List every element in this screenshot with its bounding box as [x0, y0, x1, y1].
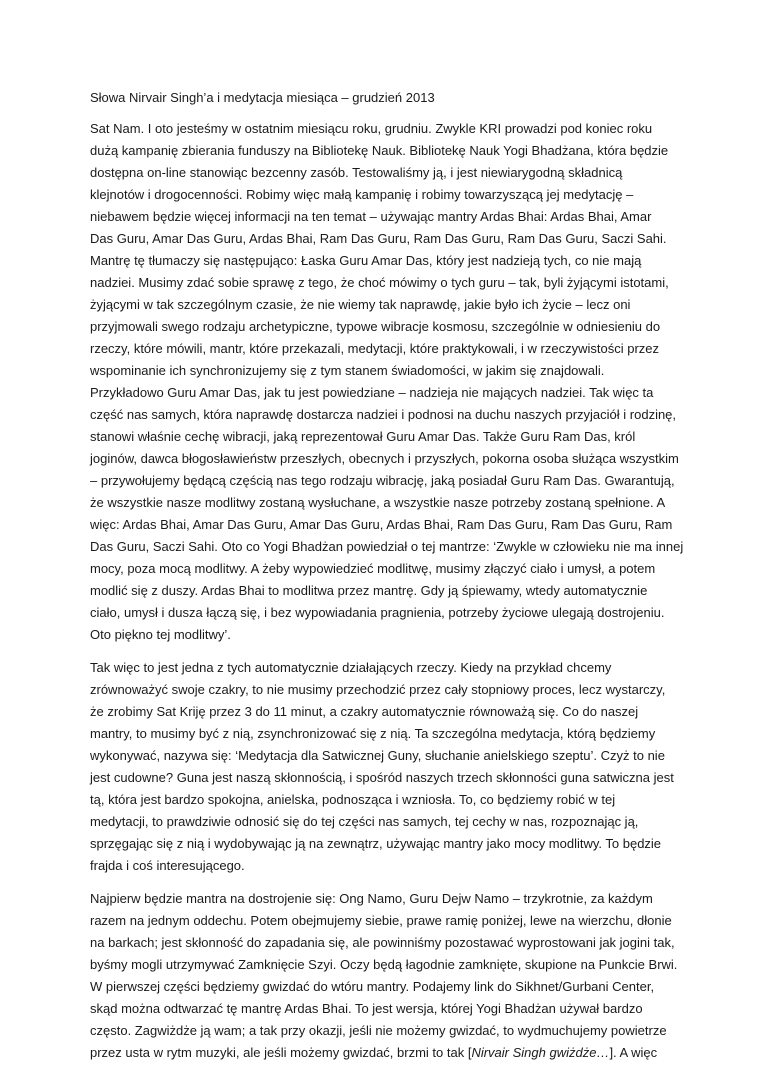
text-line: wspominanie ich synchronizujemy się z tym stanem świadomości, w jakim się znajdowali.	[90, 363, 605, 378]
paragraph-3	[90, 888, 682, 1064]
text-line: tą, która jest bardzo spokojna, anielska, podnosząca i wzniosła. To, co będziemy robić w tej	[90, 792, 616, 807]
text-line: żyjącymi w tak szczególnym czasie, że nie wiemy tak naprawdę, jakie było ich życie – lecz oni	[90, 297, 631, 312]
text-line: mocy, poza mocą modlitwy. A żeby wypowiedzieć modlitwę, musimy złączyć ciało i umysł, a potem	[90, 561, 656, 576]
text-line: nadziei. Musimy zdać sobie sprawę z tego, że choć mówimy o tych guru – tak, byli żyjącymi istotami,	[90, 275, 669, 290]
italic-fragment: Nirvair Singh gwiżdże…	[471, 1045, 610, 1060]
text-line: frajda i coś interesującego.	[90, 858, 245, 873]
text-line: że zrobimy Sat Kriję przez 3 do 11 minut, a czakry automatycznie równoważą się. Co do naszej	[90, 704, 639, 719]
text-line: ciało, umysł i dusza łączą się, i bez wypowiadania pragnienia, potrzeby życiowe ulegają dostrojeniu.	[90, 605, 665, 620]
text-line: joginów, dawca błogosławieństw przeszłych, obecnych i przyszłych, pokorna osoba służąca wszystkim	[90, 451, 679, 466]
text-line: – przywołujemy będącą częścią nas tego rodzaju wibrację, jaką posiadał Guru Ram Das. Gwarantują,	[90, 473, 675, 488]
text-line: Das Guru, Saczi Sahi. Oto co Yogi Bhadżan powiedział o tej mantrze: ‘Zwykle w człowieku nie ma innej	[90, 539, 684, 554]
text-fragment: przez usta w rytm muzyki, ale jeśli możemy gwizdać, brzmi to tak [	[90, 1045, 472, 1060]
text-line	[90, 1042, 682, 1064]
text-fragment: ]. A więc	[609, 1045, 658, 1060]
text-line: że wszystkie nasze modlitwy zostaną wysłuchane, a wszystkie nasze potrzeby zostaną spełnione. A	[90, 495, 666, 510]
text-line: na barkach; jest skłonność do zapadania się, ale powinniśmy pozostawać wyprostowani jak jogini tak,	[90, 935, 675, 950]
text-line: wykonywać, nazywa się: ‘Medytacja dla Satwicznej Guny, słuchanie anielskiego szeptu’. Czyż to nie	[90, 748, 665, 763]
text-line: stanowi właśnie cechę wibracji, jaką reprezentował Guru Amar Das. Także Guru Ram Das, król	[90, 429, 636, 444]
text-line: niebawem będzie więcej informacji na ten temat – używając mantry Ardas Bhai: Ardas Bhai, Amar	[90, 209, 652, 224]
text-line: dostępna on-line stanowiąc bezcenny zasób. Testowaliśmy ją, i jest niewiarygodną składnicą	[90, 165, 623, 180]
text-line: klejnotów i drogocenności. Robimy więc małą kampanię i robimy towarzyszącą jej medytację –	[90, 187, 634, 202]
text-line: medytacji, to prawdziwie odnosić się do tej części nas samych, tej cechy w nas, rozpoznając ją,	[90, 814, 639, 829]
text-line: Das Guru, Amar Das Guru, Ardas Bhai, Ram Das Guru, Ram Das Guru, Ram Das Guru, Saczi Sahi.	[90, 231, 667, 246]
paragraph-2	[90, 657, 682, 877]
text-line: zrównoważyć swoje czakry, to nie musimy przechodzić przez cały stopniowy proces, lecz wystarczy,	[90, 682, 666, 697]
text-line: W pierwszej części będziemy gwizdać do wtóru mantry. Podajemy link do Sikhnet/Gurbani Center,	[90, 979, 655, 994]
document-title: Słowa Nirvair Singh’a i medytacja miesiąca – grudzień 2013	[90, 90, 435, 105]
text-line: Oto piękno tej modlitwy’.	[90, 627, 231, 642]
text-line: Mantrę tę tłumaczy się następująco: Łaska Guru Amar Das, który jest nadzieją tych, co nie mają	[90, 253, 642, 268]
text-line: rzeczy, które mówili, mantr, które przekazali, medytacji, które praktykowali, i w rzeczywistości przez	[90, 341, 660, 356]
text-line: Przykładowo Guru Amar Das, jak tu jest powiedziane – nadzieja nie mających nadziei. Tak więc ta	[90, 385, 654, 400]
text-line: więc: Ardas Bhai, Amar Das Guru, Amar Das Guru, Ardas Bhai, Ram Das Guru, Ram Das Guru, Ram	[90, 517, 673, 532]
text-line: dużą kampanię zbierania funduszy na Bibliotekę Nauk. Bibliotekę Nauk Yogi Bhadżana, która będzie	[90, 143, 669, 158]
document-page	[90, 87, 682, 1075]
text-line: skąd można odtwarzać tę mantrę Ardas Bhai. To jest wersja, której Yogi Bhadżan używał bardzo	[90, 1001, 643, 1016]
text-line: Tak więc to jest jedna z tych automatycznie działających rzeczy. Kiedy na przykład chcemy	[90, 660, 612, 675]
text-line: razem na jednym oddechu. Potem obejmujemy siebie, prawe ramię poniżej, lewe na wierzchu, dłonie	[90, 913, 672, 928]
text-line: przyjmowali swego rodzaju archetypiczne, typowe wibracje kosmosu, szczególnie w odniesieniu do	[90, 319, 661, 334]
text-line: sprzęgając się z nią i wydobywając ją na zewnątrz, używając mantry jako mocy modlitwy. To będzie	[90, 836, 662, 851]
text-line: część nas samych, która naprawdę dostarcza nadziei i podnosi na duchu naszych przyjaciół i rodzinę,	[90, 407, 677, 422]
paragraph-1	[90, 118, 682, 646]
text-line: Najpierw będzie mantra na dostrojenie się: Ong Namo, Guru Dejw Namo – trzykrotnie, za każdym	[90, 891, 653, 906]
text-line: byśmy mogli utrzymywać Zamknięcie Szyi. Oczy będą łagodnie zamknięte, skupione na Punkcie Brwi.	[90, 957, 678, 972]
text-line: jest cudowne? Guna jest naszą skłonnością, i spośród naszych trzech skłonności guna satwiczna jest	[90, 770, 674, 785]
text-line: Sat Nam. I oto jesteśmy w ostatnim miesiącu roku, grudniu. Zwykle KRI prowadzi pod koniec roku	[90, 121, 653, 136]
text-line: często. Zagwiżdże ją wam; a tak przy okazji, jeśli nie możemy gwizdać, to wydmuchujemy powietrze	[90, 1023, 667, 1038]
text-line: mantry, to musimy być z nią, zsynchronizować się z nią. Ta szczególna medytacja, którą będziemy	[90, 726, 656, 741]
text-line: modlić się z duszy. Ardas Bhai to modlitwa przez mantrę. Gdy ją śpiewamy, wtedy automatycznie	[90, 583, 648, 598]
